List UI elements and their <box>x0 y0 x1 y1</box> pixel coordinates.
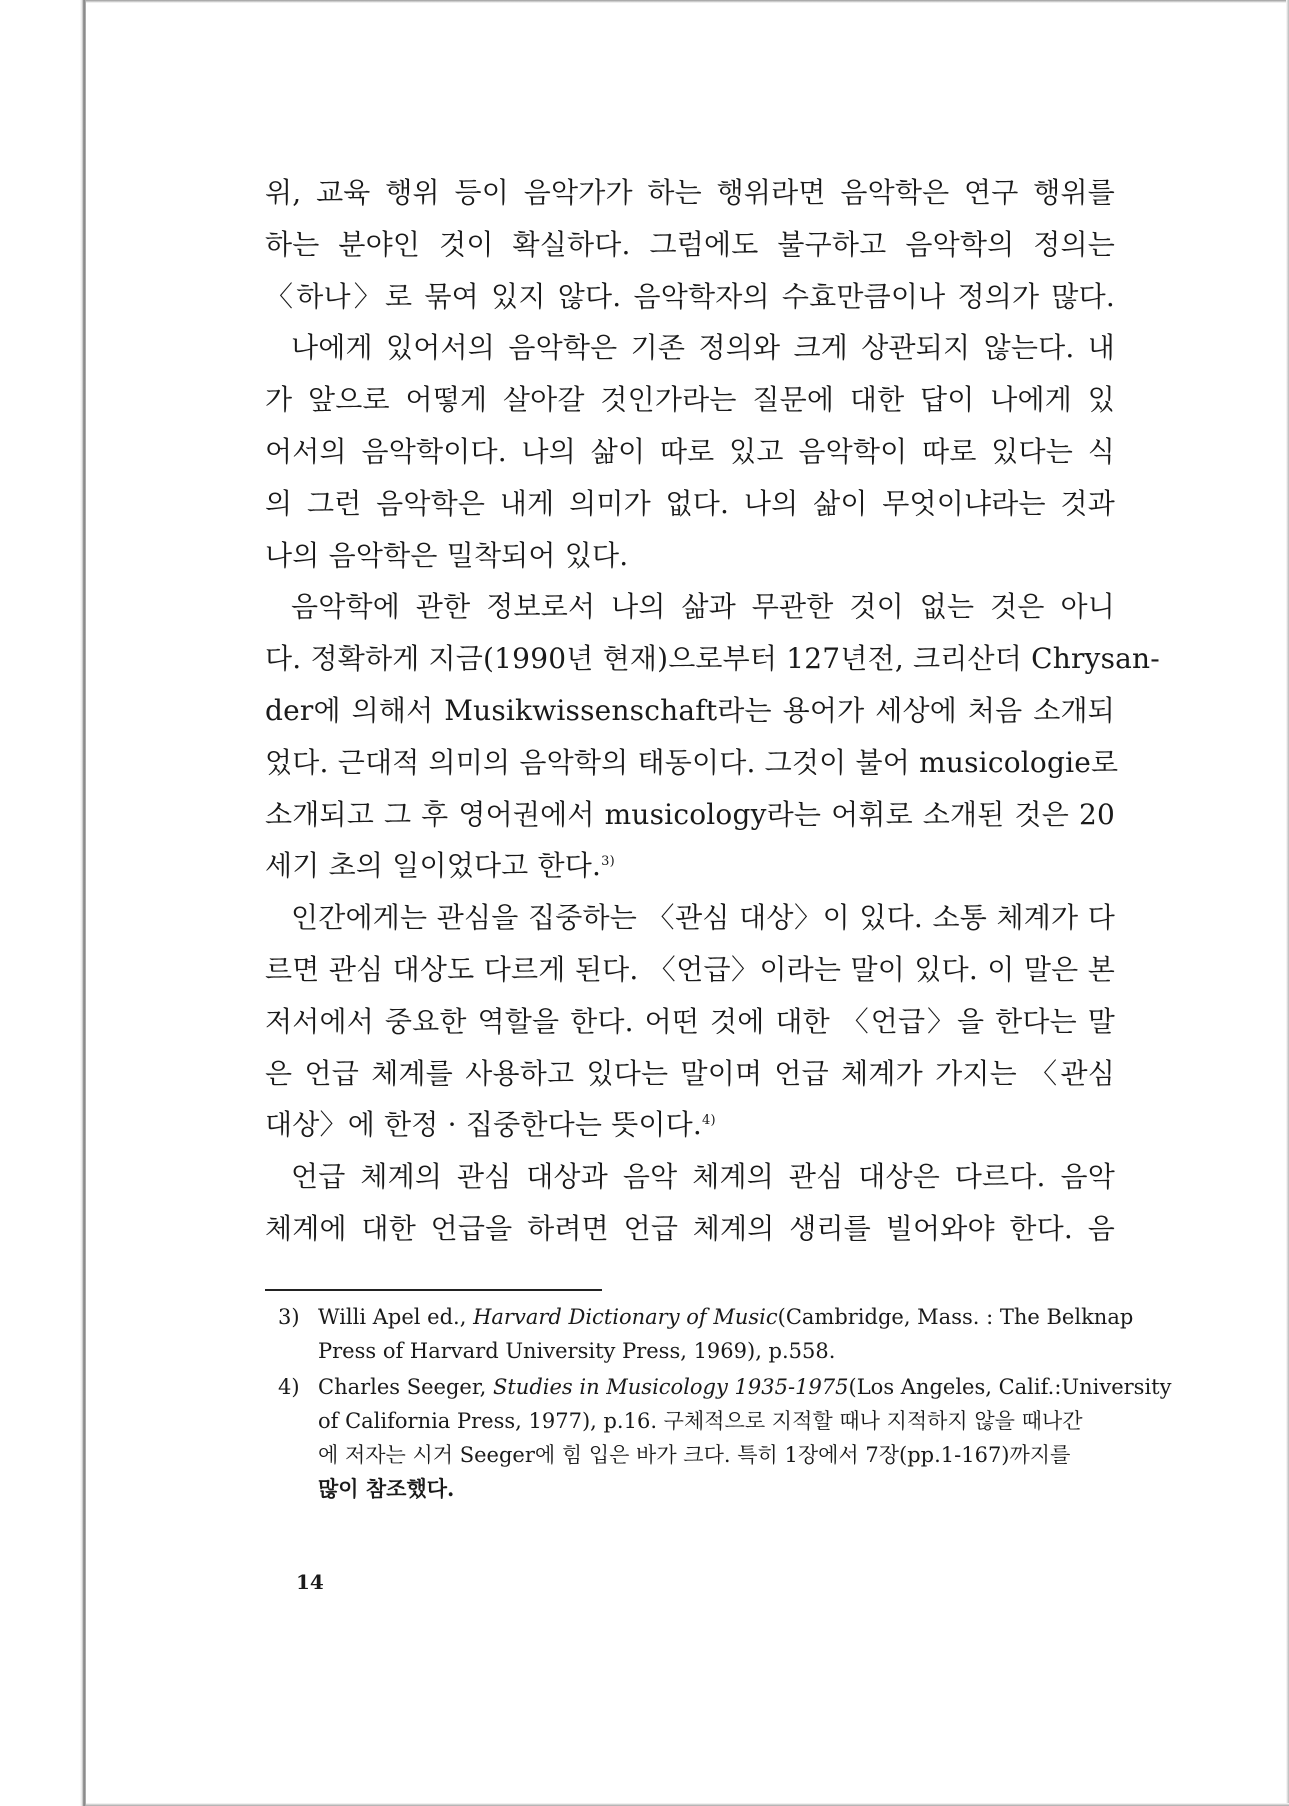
page-number: 14 <box>296 1570 324 1594</box>
body-line: 은 언급 체계를 사용하고 있다는 말이며 언급 체계가 가지는 〈관심 <box>265 1056 1115 1090</box>
body-line: 어서의 음악학이다. 나의 삶이 따로 있고 음악학이 따로 있다는 식 <box>265 434 1115 468</box>
footnote-line <box>278 1370 1172 1404</box>
body-line: der에 의해서 Musikwissenschaft라는 용어가 세상에 처음 소개되 <box>265 693 1115 727</box>
body-line: 체계에 대한 언급을 하려면 언급 체계의 생리를 빌어와야 한다. 음 <box>265 1211 1115 1245</box>
body-line: 인간에게는 관심을 집중하는 〈관심 대상〉이 있다. 소통 체계가 다 <box>291 901 1115 935</box>
body-line: 하는 분야인 것이 확실하다. 그럼에도 불구하고 음악학의 정의는 <box>265 227 1115 261</box>
footnote-ref-4[interactable]: 4) <box>702 1113 716 1129</box>
body-text <box>265 176 1160 1266</box>
body-line: 었다. 근대적 의미의 음악학의 태동이다. 그것이 불어 musicologie로 <box>265 745 1119 779</box>
body-line: 나의 음악학은 밀착되어 있다. <box>265 538 629 572</box>
body-line: 의 그런 음악학은 내게 의미가 없다. 나의 삶이 무엇이냐라는 것과 <box>265 486 1115 520</box>
body-line: 나에게 있어서의 음악학은 기존 정의와 크게 상관되지 않는다. 내 <box>291 331 1115 365</box>
body-line: 가 앞으로 어떻게 살아갈 것인가라는 질문에 대한 답이 나에게 있 <box>265 383 1115 417</box>
body-line: 음악학에 관한 정보로서 나의 삶과 무관한 것이 없는 것은 아니 <box>291 590 1115 624</box>
footnote-ref-3[interactable]: 3) <box>601 854 615 870</box>
footnote-line: 에 저자는 시거 Seeger에 힘 입은 바가 크다. 특히 1장에서 7장(pp.1-167)까지를 <box>318 1443 1071 1467</box>
footnote-line: of California Press, 1977), p.16. 구체적으로 지적할 때나 지적하지 않을 때나간 <box>318 1409 1083 1433</box>
page-left-edge <box>0 0 86 1806</box>
footnote-publication: (Cambridge, Mass. : The Belknap <box>777 1305 1134 1329</box>
footnote-number: 4) <box>278 1375 300 1399</box>
body-line: 소개되고 그 후 영어권에서 musicology라는 어휘로 소개된 것은 20 <box>265 797 1115 831</box>
body-line: 위, 교육 행위 등이 음악가가 하는 행위라면 음악학은 연구 행위를 <box>265 176 1115 209</box>
body-line <box>265 851 1115 881</box>
footnote-line: Press of Harvard University Press, 1969), p.558. <box>318 1339 836 1363</box>
body-line-text: 세기 초의 일이었다고 한다. <box>265 849 602 883</box>
footnote-line: 많이 참조했다. <box>318 1476 455 1501</box>
footnote-author: Willi Apel ed., <box>318 1305 467 1329</box>
footnote-divider <box>265 1289 602 1291</box>
footnote-3 <box>278 1300 1134 1368</box>
page-top-edge <box>86 0 1289 3</box>
footnote-author: Charles Seeger, <box>318 1375 487 1399</box>
footnotes <box>278 1300 1172 1506</box>
body-line-text: 대상〉에 한정 · 집중한다는 뜻이다. <box>265 1108 703 1142</box>
body-line: 언급 체계의 관심 대상과 음악 체계의 관심 대상은 다르다. 음악 <box>291 1160 1115 1194</box>
body-line <box>265 1110 1115 1140</box>
footnote-line <box>278 1300 1134 1334</box>
body-line: 르면 관심 대상도 다르게 된다. 〈언급〉이라는 말이 있다. 이 말은 본 <box>265 952 1115 986</box>
body-line: 저서에서 중요한 역할을 한다. 어떤 것에 대한 〈언급〉을 한다는 말 <box>265 1004 1115 1038</box>
body-line: 〈하나〉로 묶여 있지 않다. 음악학자의 수효만큼이나 정의가 많다. <box>265 279 1115 313</box>
footnote-4 <box>278 1370 1172 1506</box>
footnote-number: 3) <box>278 1305 300 1329</box>
body-line: 다. 정확하게 지금(1990년 현재)으로부터 127년전, 크리산더 Chrysan- <box>265 642 1160 676</box>
footnote-publication: (Los Angeles, Calif.:University <box>848 1375 1172 1399</box>
footnote-book-title: Harvard Dictionary of Music <box>473 1305 778 1329</box>
footnote-book-title: Studies in Musicology 1935-1975 <box>492 1375 849 1399</box>
